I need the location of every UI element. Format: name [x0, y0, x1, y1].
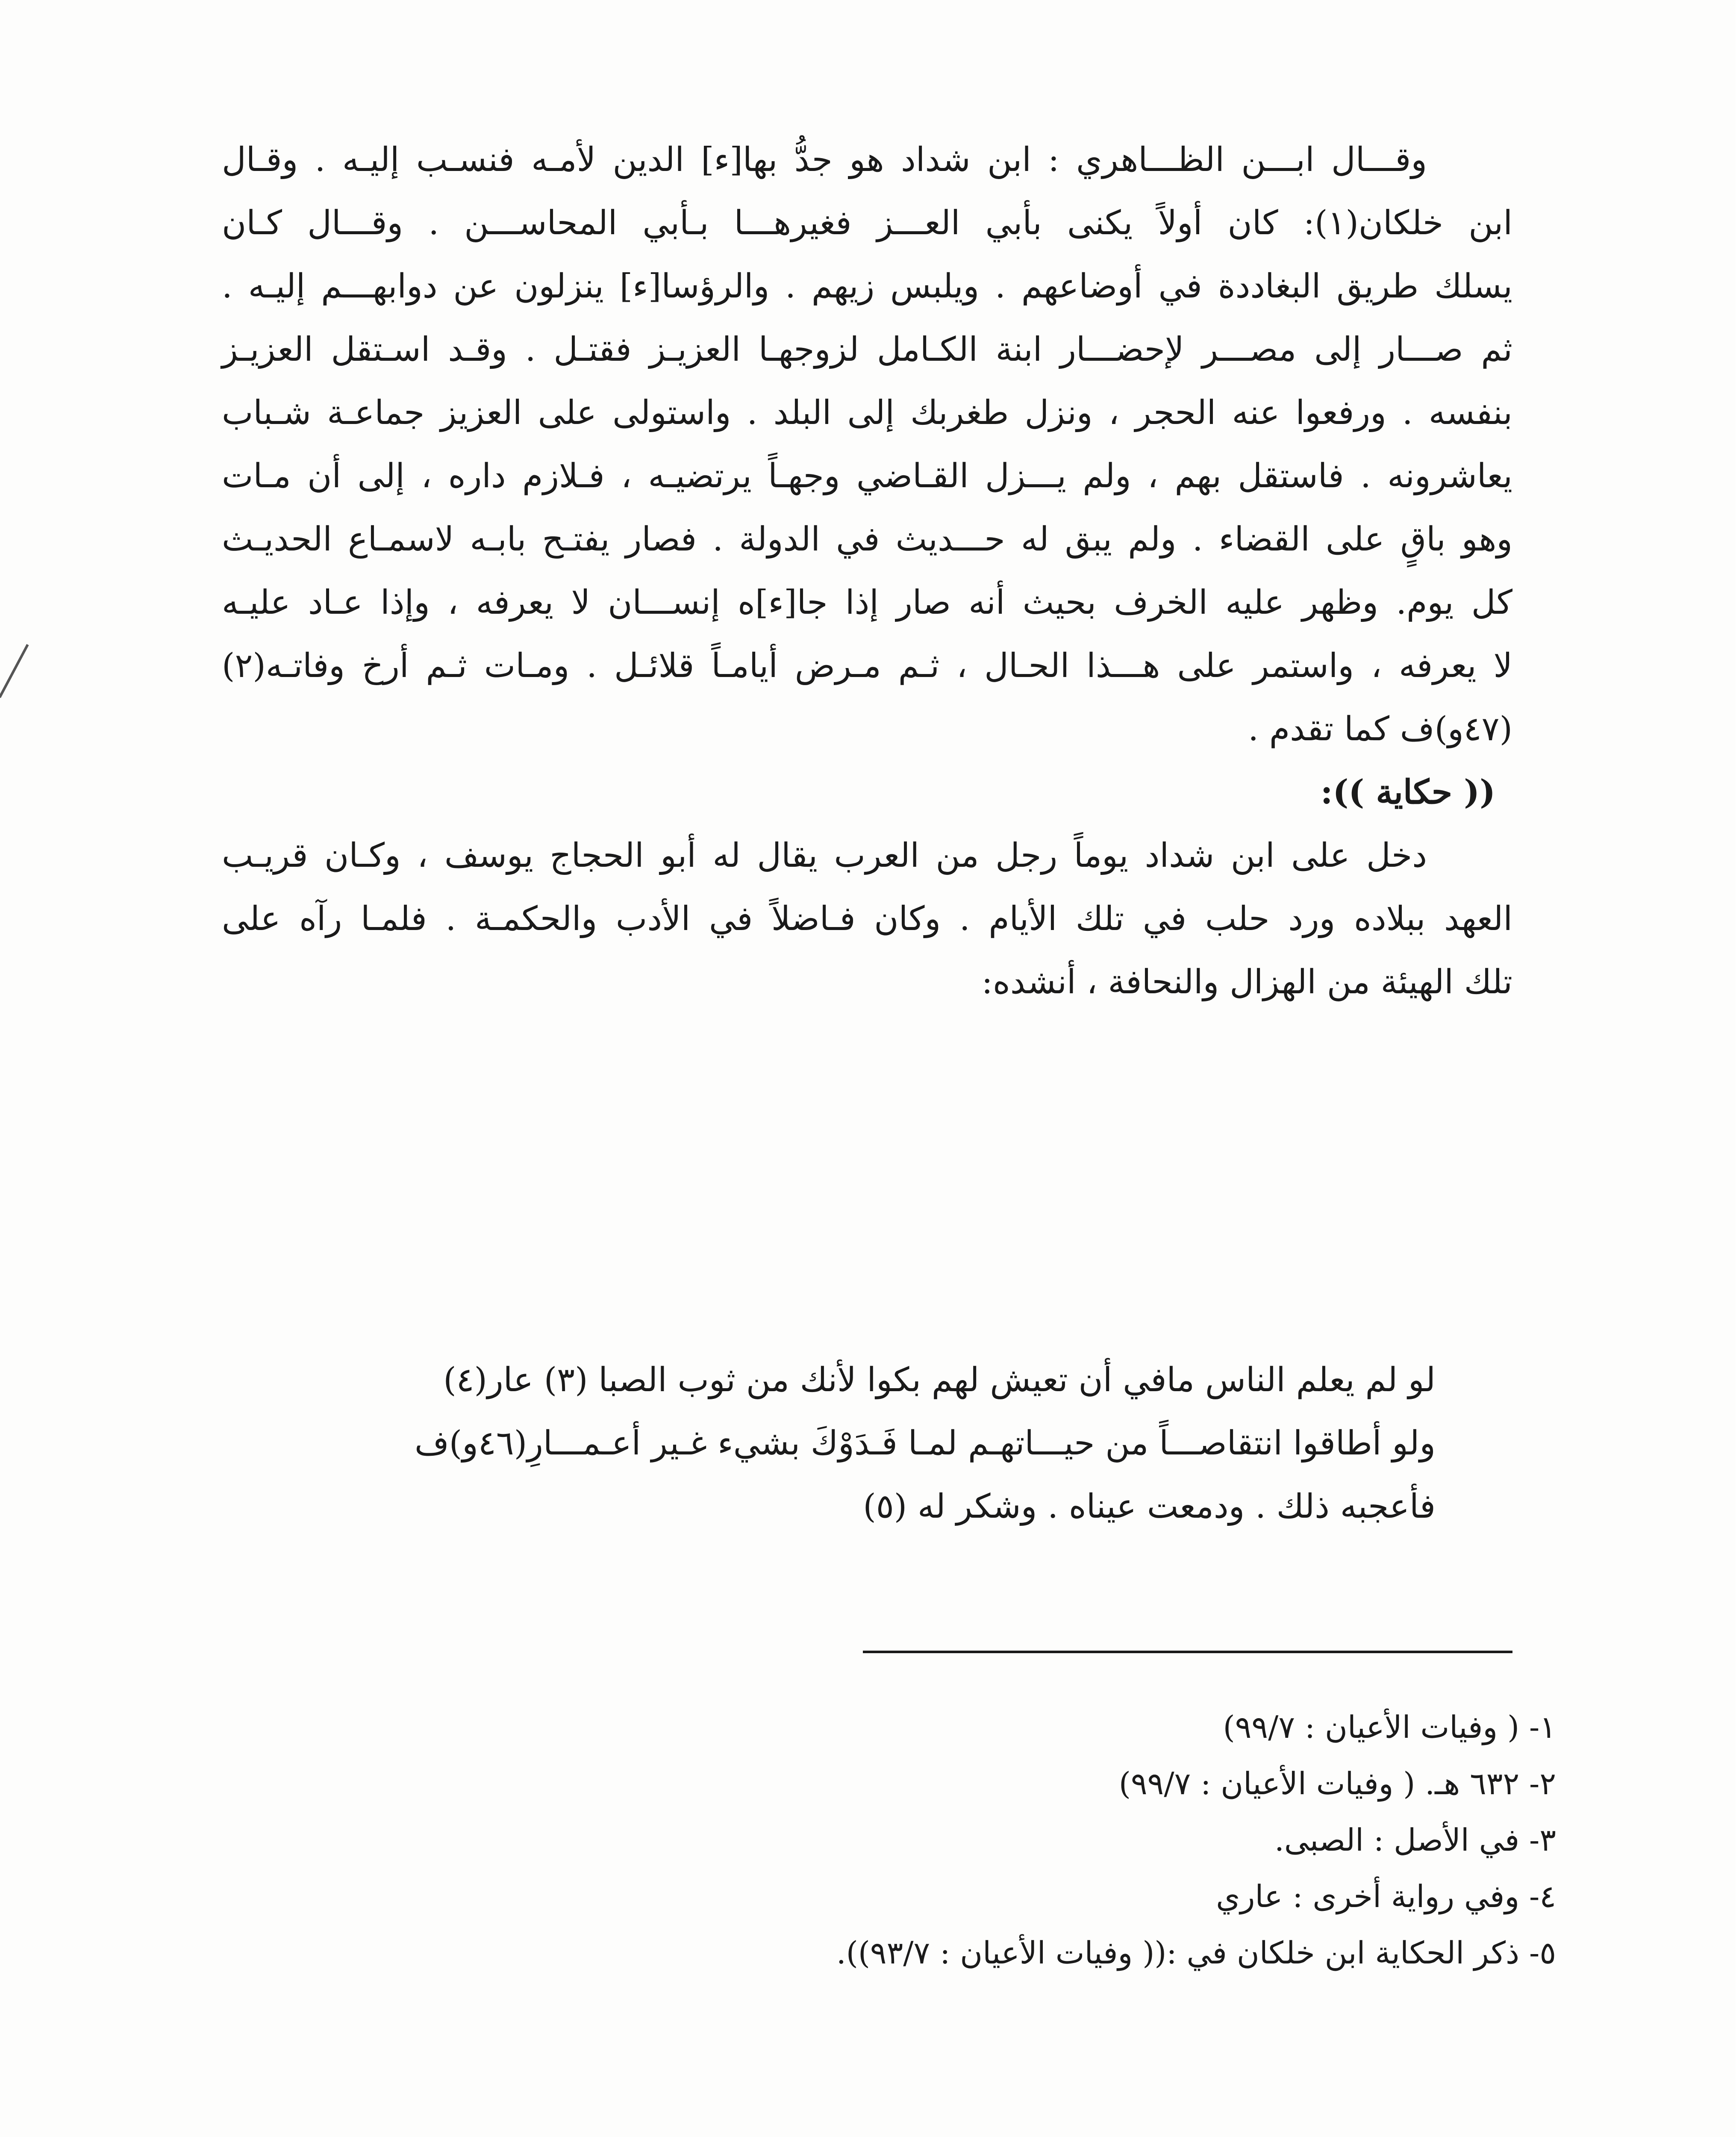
- footnote: ١- ( وفيات الأعيان : ٩٩/٧): [1223, 1709, 1557, 1745]
- text-line: وقـــال ابـــن الظـــاهري : ابن شداد هو جدُّ بها[ء] الدين لأمـه فنسـب إليـه . وقـال: [222, 141, 1427, 179]
- text-line: كل يوم. وظهر عليه الخرف بحيث أنه صار إذا جا[ء]ه إنســـان لا يعرفه ، وإذا عـاد عليـه: [222, 583, 1513, 622]
- section-heading: (( حكاية )):: [1321, 773, 1496, 812]
- story-line: تلك الهيئة من الهزال والنحافة ، أنشده:: [982, 963, 1513, 1001]
- text-line: يسلك طريق البغاددة في أوضاعهم . ويلبس زيهم . والرؤسا[ء] ينزلون عن دوابهـــم إليـه .: [222, 267, 1513, 306]
- poem-block: [256, 1348, 1453, 1538]
- text-line: وهو باقٍ على القضاء . ولم يبق له حـــديث في الدولة . فصار يفتـح بابـه لاسمـاع الحديـث: [222, 520, 1513, 559]
- margin-mark: [0, 644, 29, 698]
- story-line: العهد ببلاده ورد حلب في تلك الأيام . وكان فـاضلاً في الأدب والحكمـة . فلمـا رآه على: [222, 900, 1513, 938]
- text-line: يعاشرونه . فاستقل بهم ، ولم يـــزل القـاضي وجهـاً يرتضيـه ، فـلازم داره ، إلى أن مـات: [222, 457, 1513, 495]
- footnote: ٣- في الأصل : الصبى.: [1275, 1822, 1557, 1858]
- footnotes: [445, 1699, 1557, 1981]
- footnote: ٢- ٦٣٢ هـ. ( وفيات الأعيان : ٩٩/٧): [1119, 1766, 1557, 1801]
- footnote-separator: [863, 1651, 1513, 1653]
- story-line: دخل على ابن شداد يوماً رجل من العرب يقال له أبو الحجاج يوسف ، وكـان قريـب: [222, 836, 1427, 875]
- footnote: ٤- وفي رواية أخرى : عاري: [1216, 1878, 1557, 1914]
- text-line: لا يعرفه ، واستمر على هـــذا الحـال ، ثـم مـرض أيامـاً قلائـل . ومـات ثـم أرخ وفاتـه(٢): [222, 647, 1513, 685]
- poem-verse: ولو أطاقوا انتقاصـــاً من حيـــاتهـم لمـا فَـدَوْكَ بشيء غـير أعـمـــارِ(٤٦و)ف: [415, 1424, 1436, 1463]
- poem-verse: لو لم يعلم الناس مافي أن تعيش لهم بكوا لأنك من ثوب الصبا (٣) عار(٤): [444, 1361, 1436, 1399]
- poem-verse: فأعجبه ذلك . ودمعت عيناه . وشكر له (٥): [863, 1487, 1436, 1526]
- main-text: [222, 128, 1513, 1014]
- text-line: ثم صـــار إلى مصـــر لإحضـــار ابنة الكـامل لزوجهـا العزيـز فقتـل . وقـد اسـتقل العزيـز: [222, 330, 1513, 369]
- text-line: (٤٧و)ف كما تقدم .: [1248, 710, 1513, 748]
- footnote: ٥- ذكر الحكاية ابن خلكان في :(( وفيات الأعيان : ٩٣/٧)).: [836, 1935, 1557, 1971]
- text-line: بنفسه . ورفعوا عنه الحجر ، ونزل طغربك إلى البلد . واستولى على العزيز جماعـة شـباب: [222, 394, 1513, 432]
- text-line: ابن خلكان(١): كان أولاً يكنى بأبي العـــز فغيرهـــا بـأبي المحاســـن . وقـــال كـان: [222, 204, 1513, 242]
